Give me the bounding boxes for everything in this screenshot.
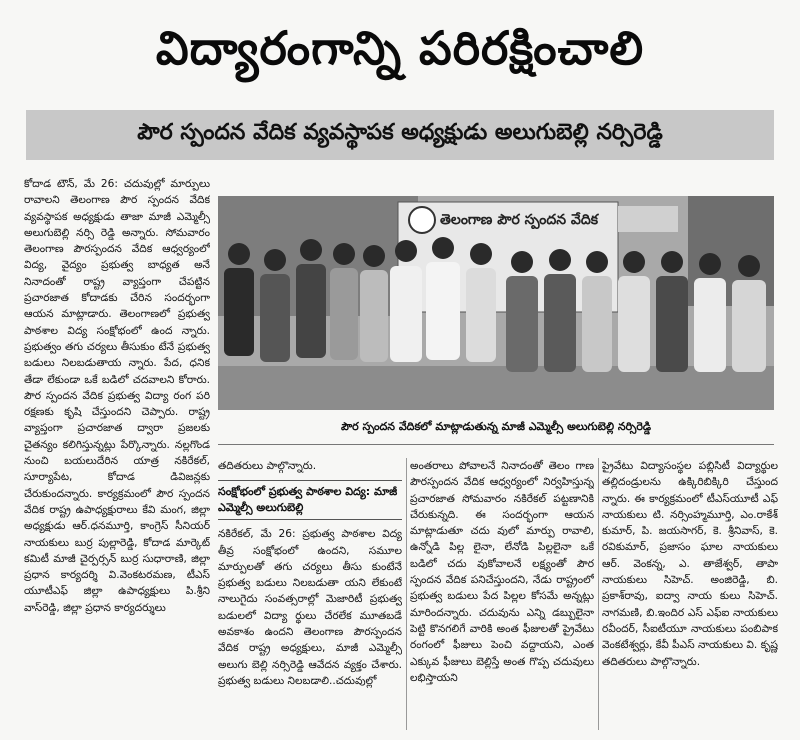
subheadline-bar [26, 110, 774, 160]
column-divider [598, 458, 599, 730]
tpsv-logo-icon [409, 207, 435, 233]
article-text-col3: అంతరాలు పోవాలనే నినాదంతో తెలం గాణ పౌరస్పందన వేదిక ఆధ్వర్యంలో నిర్వహిస్తున్న ప్రచారజాత సోమవారం నకిరేకల్ పట్టణానికి చేరుకున్నది. ఈ సందర్భంగా ఆయన మాట్లాడుతూ చదు వులో మార్పు రావాలి, ఉన్నోడి పిల్ల లైనా, లేనోడి పిల్లలైనా ఒకే బడిలో చదు వుకోవాలనే లక్ష్యంతో పౌర స్పందన వేదిక పనిచేస్తుందని, నేడు రాష్ట్రంలో ప్రభుత్వ బడులు పేద పిల్లల కోసమే అన్నట్లు మారిందన్నారు. చదువును ఎన్ని డబ్బులైనా పెట్టి కొనగలిగే వారికి అంత ఫీజులతో ప్రైవేటు రంగంలో ఫీజులు పెంచి వద్దాయని, ఎంత ఎక్కువ ఫీజులు బెల్లిస్తే అంత గొప్ప చదువులు లభిస్తాయని [410, 460, 594, 684]
article-column-1 [24, 176, 210, 732]
article-column-3 [410, 458, 594, 732]
article-column-2 [218, 458, 402, 732]
photo-caption [218, 412, 774, 445]
article-text-col2: నకిరేకల్, మే 26: ప్రభుత్వ పాఠశాల విద్య తీవ్ర సంక్షోభంలో ఉందని, సమూల మార్పులతో తగు చర్యలు తీసు కుంటేనే ప్రభుత్వ బడులు నిలబడుతా యని లేకుంటే నాలుగైదు సంవత్సరాల్లో మెజారిటీ ప్రభుత్వ బడులలో విద్యా ర్థులు చేరలేక మూతబడే అవకాశం ఉందని తెలంగాణ పౌరస్పందన వేదిక రాష్ట్ర అధ్యక్షులు, మాజీ ఎమ్మెల్సీ అలుగు బెల్లి నర్సిరెడ్డి ఆవేదన వ్యక్తం చేశారు. ప్రభుత్వ బడులు నిలబడాలి..చదువుల్లో [218, 528, 402, 687]
photo-caption-text: పౌర స్పందన వేదికలో మాట్లాడుతున్న మాజీ ఎమ్మెల్సీ అలుగుబెల్లి నర్సిరెడ్డి [340, 420, 652, 433]
column-divider [406, 458, 407, 730]
news-photo [218, 196, 774, 410]
sub-article-heading: సంక్షోభంలో ప్రభుత్వ పాఠశాల విద్య: మాజీ ఎమ్మెల్సీ అలుగుబెల్లి [218, 480, 402, 520]
article-text-col4: ప్రైవేటు విద్యాసంస్థల పబ్లిసిటీ విద్యార్థుల తల్లిదండ్రులను ఉక్కిరిబిక్కిరి చేస్తుంద న్నారు. ఈ కార్యక్రమంలో టీఎస్‌యూటీ ఎఫ్ నాయకులు టి. నర్సింహ్మమూర్తి, ఎం.రాకేశ్ కుమార్, పి. జయసాగర్, కె. శ్రీనివాస్, కె. రవికుమార్, ప్రజాసం ఘాల నాయకులు ఆర్. వెంకన్న, ఎ. తాజేశ్వర్, తాపా నాయకులు సిహెచ్. అంజిరెడ్డి, బి. ప్రకాశ్‌రావు, ఐద్వా నాయ కులు సిహెచ్. నాగమణి, బి.ఇందిర ఎస్ ఎఫ్ఐ నాయకులు రవీందర్, సీఐటీయూ నాయకులు పంబిపాక వెంకటేశ్వర్లు, కేవీ పీఎస్ నాయకులు వి. కృష్ణ తదితరులు పాల్గొన్నారు. [602, 460, 778, 668]
article-text-col2-lead: తదితరులు పాల్గొన్నారు. [218, 460, 317, 472]
subheadline: పౌర స్పందన వేదిక వ్యవస్థాపక అధ్యక్షుడు అలుగుబెల్లి నర్సిరెడ్డి [137, 120, 663, 145]
headline: విద్యారంగాన్ని పరిరక్షించాలి [155, 21, 645, 75]
banner-text: తెలంగాణ పౌర స్పందన వేదిక [440, 212, 599, 228]
group-photo-image [218, 196, 774, 410]
article-text-col1: కోదాడ టౌన్, మే 26: చదువుల్లో మార్పులు రావాలని తెలంగాణ పౌర స్పందన వేదిక వ్యవస్థాపక అధ్యక్షుడు తాజా మాజీ ఎమ్మెల్సీ అలుగుబెల్లి నర్సి రెడ్డి అన్నారు. సోమవారం తెలంగాణ పౌరస్పందన వేదిక ఆధ్వర్యంలో విద్య, వైద్యం ప్రభుత్వ బాధ్యత అనే నినాదంతో రాష్ట్ర వ్యాప్తంగా చేపట్టిన ప్రచారజాత కోదాడకు చేరిన సందర్భంగా ఆయన మాట్లాడారు. తెలంగాణలో ప్రభుత్వ పాఠశాల విద్య సంక్షోభంలో ఉంద న్నారు. ప్రభుత్వం తగు చర్యలు తీసుకుం టేనే ప్రభుత్వ బడులు నిలబడుతాయ న్నారు. పేద, ధనిక తేడా లేకుండా ఒకే బడిలో చదవాలని కోరారు. పౌర స్పందన వేదిక ప్రభుత్వ విద్యా రంగ పరి రక్షణకు కృషి చేస్తుందని చెప్పారు. రాష్ట్ర వ్యాప్తంగా ప్రచారజాత ద్వారా ప్రజలకు చైతన్యం కలిగిస్తున్నట్లు పేర్కొన్నారు. నల్లగొండ నుంచి బయలుదేరిన యాత్ర నకిరేకల్, సూర్యాపేట, కోదాడ డివిజన్లకు చేరుకుందన్నారు. కార్యక్రమంలో పౌర స్పందన వేదిక రాష్ట్ర ఉపాధ్యక్షురాలు కేవి మంగ, జిల్లా అధ్యక్షుడు ఆర్.ధనమూర్తి, కాంగ్రెస్ సీనియర్ నాయకులు బుర్ర పుల్లారెడ్డి, కోదాడ మార్కెట్ కమిటీ మాజీ చైర్పర్సన్ బుర్ర సుధారాణి, జిల్లా ప్రధాన కార్యదర్శి వి.వెంకటరమణ, టీఎస్ యూటీఎఫ్ జిల్లా ఉపాధ్యక్షులు పి.శ్రీని వాస్‌రెడ్డి, జిల్లా ప్రధాన కార్యదర్శులు [24, 178, 210, 614]
article-column-4 [602, 458, 778, 732]
